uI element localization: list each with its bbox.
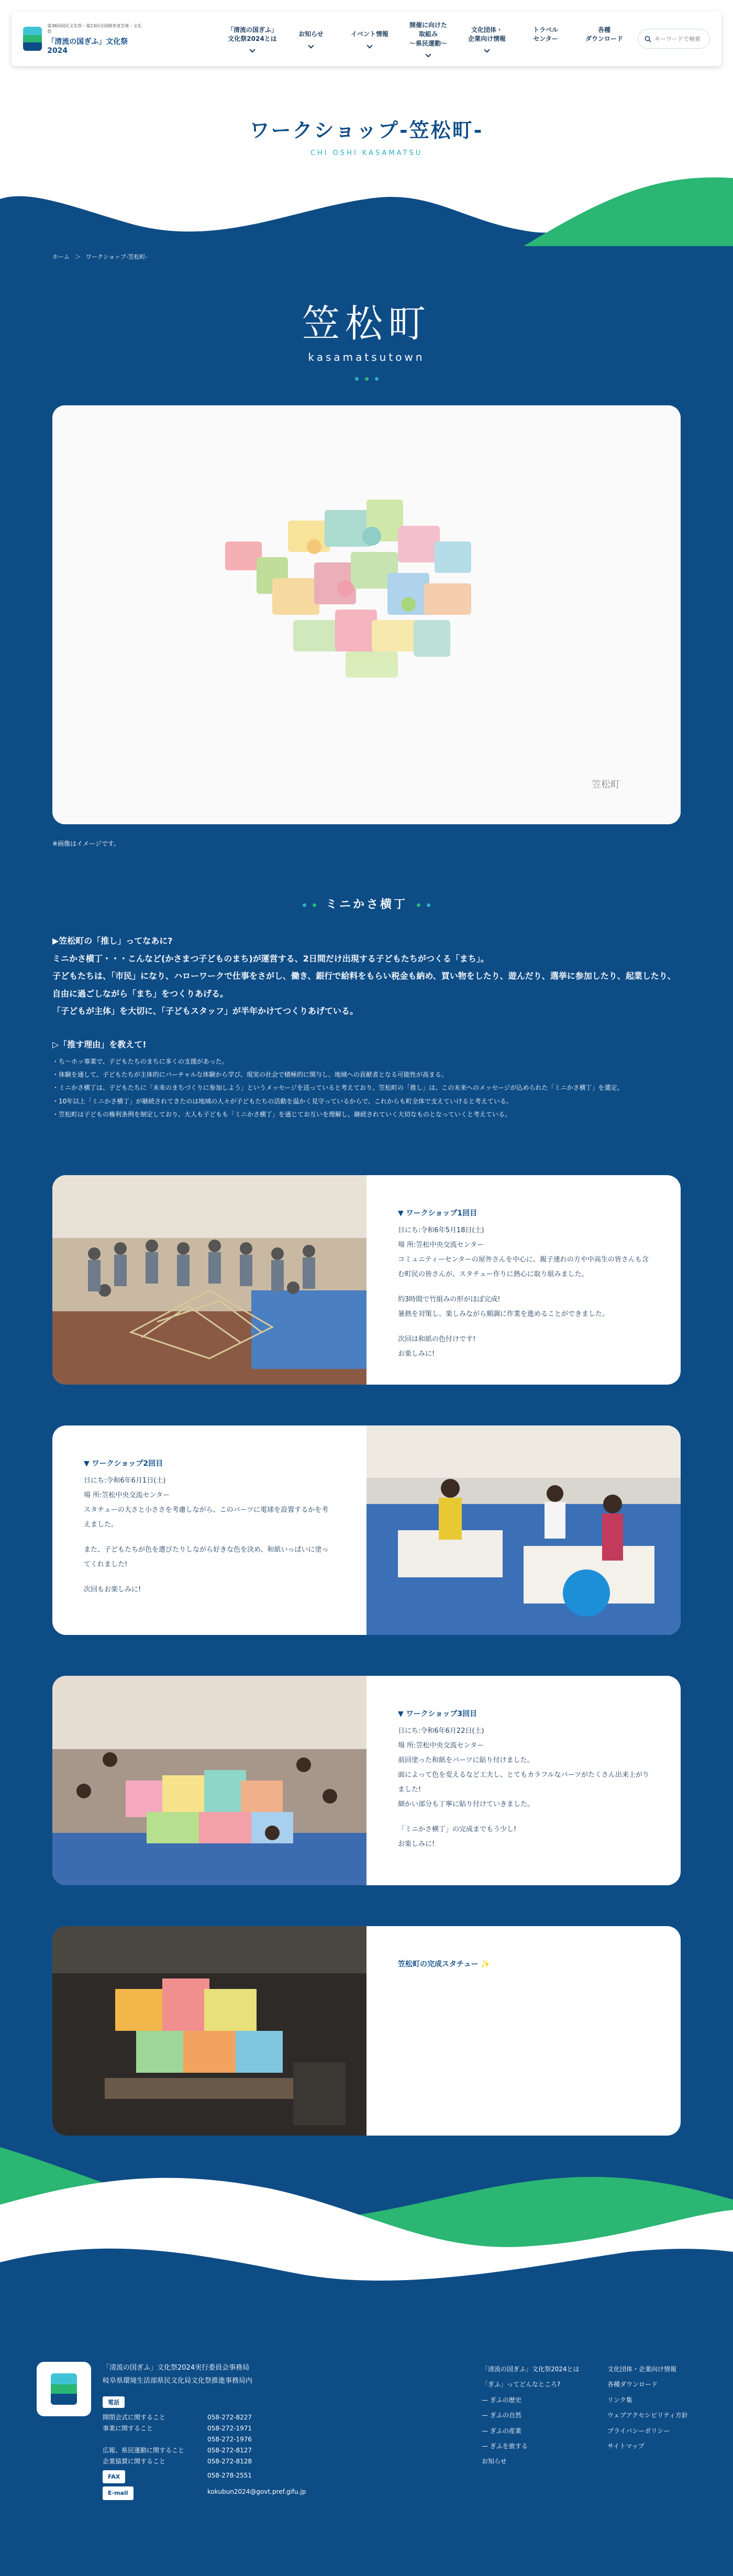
nav-item-4[interactable]: 開催に向けた 取組み 〜県民運動〜: [400, 21, 457, 57]
footer-link[interactable]: サイトマップ: [607, 2442, 645, 2450]
nav-item-2[interactable]: お知らせ: [283, 30, 339, 47]
town-title: 笠松町: [302, 302, 431, 346]
workshop-line: 前回塗った和紙をパーツに貼り付けました。: [398, 1756, 534, 1764]
footer-link[interactable]: — ぎふを旅する: [482, 2439, 580, 2454]
nav-item-6[interactable]: トラベル センター: [532, 26, 558, 42]
contact-label: 事業に関すること: [103, 2425, 153, 2432]
reason-heading: ▷「推す理由」を教えて!: [52, 1039, 147, 1049]
footer-link[interactable]: 「ぎふ」ってどんなところ?: [482, 2381, 561, 2389]
workshop-card-2: [52, 1425, 681, 1635]
contact-row: [103, 2412, 306, 2423]
workshop-2-photo: [366, 1425, 681, 1635]
workshop-title: ▼ ワークショップ2回目: [84, 1460, 163, 1468]
workshop-line: 「ミニかさ横丁」の完成までもう少し!: [398, 1825, 517, 1833]
town-title-en: kasamatsutown: [308, 351, 425, 363]
intro-lead-line: ▶笠松町の「推し」ってなあに?: [52, 936, 173, 946]
section-heading: [0, 895, 733, 912]
workshop-4-text: [366, 1926, 681, 2136]
contact-row: [103, 2445, 306, 2456]
workshop-3-text: [366, 1676, 681, 1885]
footer-logo[interactable]: [37, 2362, 91, 2416]
intro-lead: [52, 932, 681, 1020]
intro-lead-line: ミニかさ横丁・・・こんなど(かさまつ子どものまち)が運営する、2日間だけ出現する子どもたちがつくる「まち」。: [52, 953, 489, 964]
contact-phone[interactable]: 058-272-1976: [207, 2436, 252, 2443]
breadcrumb-home-link[interactable]: ホーム: [52, 253, 70, 260]
breadcrumb-current: ワークショップ-笠松町-: [86, 253, 148, 260]
spacer: [398, 1812, 649, 1822]
breadcrumb: [52, 252, 148, 261]
footer-link[interactable]: お知らせ: [482, 2458, 507, 2466]
footer-link[interactable]: 文化団体・企業向け情報: [607, 2365, 677, 2373]
contact-row: [103, 2456, 306, 2467]
page-title-block: [0, 114, 733, 157]
breadcrumb-separator: ＞: [75, 253, 81, 260]
footer-link[interactable]: ウェブアクセシビリティ方針: [607, 2412, 688, 2419]
decorative-dots: [0, 377, 733, 381]
reason-item: ・笠松町は子どもの権利条例を制定しており、大人も子どもも「ミニかさ横丁」を通じてお互いを理解し、継続されていく大切なものとなっていくと考えている。: [52, 1110, 512, 1118]
workshop-line: 面によって色を変えるなど工夫し、とてもカラフルなパーツがたくさん出来上がりました!: [398, 1771, 649, 1794]
intro-block: [52, 932, 681, 1121]
page-title-en: CHI OSHI KASAMATSU: [310, 149, 423, 157]
workshop-line: 暑熱を対策し、楽しみながら順調に作業を進めることができました。: [398, 1310, 609, 1318]
svg-text:笠松町: 笠松町: [592, 779, 620, 790]
page-title: ワークショップ-笠松町-: [249, 119, 484, 142]
nav-item-7[interactable]: 各種 ダウンロード: [585, 26, 623, 42]
logo-subtitle: 第38回国民文化祭・第23回全国障害者芸術・文化祭: [47, 23, 142, 34]
contact-label: 広報、県民運動に関すること: [103, 2447, 185, 2454]
workshop-title: ▼ ワークショップ3回目: [398, 1710, 477, 1718]
reason-item: ・ミニかさ横丁は、子どもたちに「未来のまちづくりに参加しよう」というメッセージを送っていると考えており、笠松町の「推し」は、この未来へのメッセージが込められた「ミニかさ横丁」を選定。: [52, 1084, 624, 1092]
search-icon: [645, 36, 651, 42]
nav-item-5[interactable]: 文化団体・ 企業向け情報: [459, 26, 515, 52]
workshop-line: 場 所:笠松中央交流センター: [398, 1741, 484, 1750]
workshop-line: 次回は和紙の色付けです!: [398, 1335, 476, 1343]
section-heading-text: ミニかさ横丁: [325, 898, 407, 911]
workshop-line: 約3時間で竹組みの形がほぼ完成!: [398, 1295, 501, 1303]
workshop-2-text: [52, 1425, 366, 1635]
illustration-drawing: [52, 405, 681, 824]
contact-phone[interactable]: 058-272-8127: [207, 2447, 252, 2454]
footer-org-name: 「清流の国ぎふ」文化祭2024実行委員会事務局: [103, 2364, 250, 2372]
reason-item: ・ち〜ホッ事業で、子どもたちのまちに多くの支援があった。: [52, 1057, 228, 1065]
image-note: ※画像はイメージです。: [52, 840, 120, 847]
email-tag: E-mail: [103, 2486, 134, 2500]
footer-links-col1: [482, 2362, 580, 2470]
footer-link[interactable]: リンク集: [607, 2396, 632, 2404]
workshop-line: 場 所:笠松中央交流センター: [84, 1491, 170, 1499]
site-header: [12, 12, 721, 66]
footer-links-col2: [607, 2362, 688, 2454]
workshop-1-text: [366, 1175, 681, 1385]
spacer: [398, 1322, 649, 1332]
footer-link[interactable]: — ぎふの歴史: [482, 2393, 580, 2408]
contact-label: 開閉会式に関すること: [103, 2414, 166, 2421]
workshop-card-1: [52, 1175, 681, 1385]
spacer: [84, 1532, 335, 1543]
footer-link[interactable]: 「清流の国ぎふ」文化祭2024とは: [482, 2365, 580, 2373]
site-footer: [0, 2294, 733, 2576]
search-box: [638, 29, 710, 49]
workshop-1-photo: [52, 1175, 366, 1385]
workshop-card-3: [52, 1676, 681, 1885]
workshop-line: 日にち:令和6年6月1日(土): [84, 1477, 166, 1485]
workshop-title: ▼ ワークショップ1回目: [398, 1209, 477, 1218]
intro-lead-line: 子どもたちは、「市民」になり、ハローワークで仕事をさがし、働き、銀行で給料をもらい税金も納め、買い物をしたり、遊んだり、選挙に参加したり、起業したり、自由に過ごしながら「まち」をつくりあげる。: [52, 971, 676, 999]
reason-item: ・10年以上「ミニかさ横丁」が継続されてきたのは地域の人々が子どもたちの活動を温かく見守っているからで、これからも町全体で支えていけると考えている。: [52, 1097, 513, 1105]
search-input[interactable]: [654, 36, 707, 42]
footer-link[interactable]: 各種ダウンロード: [607, 2381, 658, 2389]
contact-phone[interactable]: 058-272-1971: [207, 2425, 252, 2432]
footer-org-dept: 岐阜県環境生活部県民文化局文化祭推進事務局内: [103, 2376, 253, 2385]
nav-item-1[interactable]: 「清流の国ぎふ」 文化祭2024とは: [224, 26, 281, 52]
contact-row: [103, 2423, 306, 2434]
footer-contact: [103, 2396, 306, 2500]
workshop-title: 笠松町の完成スタチュー ✨: [398, 1960, 490, 1969]
reason-item: ・体験を通して、子どもたちが主体的にバーチャルな体験から学び、現実の社会で積極的に関与し、地域への貢献者となる可能性が高まる。: [52, 1071, 448, 1079]
contact-label: 企業協賛に関すること: [103, 2458, 166, 2465]
workshop-3-photo: [52, 1676, 366, 1885]
phone-tag: 電話: [103, 2396, 125, 2408]
workshop-line: 日にち:令和6年6月22日(土): [398, 1727, 484, 1735]
footer-link[interactable]: — ぎふの自然: [482, 2408, 580, 2423]
workshop-line: コミュニティーセンターの屋外さんを中心に、親子連れの方や中高生の皆さんも含む町民の皆さんが、スタチュー作りに熱心に取り組みました。: [398, 1255, 649, 1278]
contact-label: [103, 2434, 207, 2445]
workshop-line: お楽しみに!: [398, 1350, 435, 1358]
workshop-line: 場 所:笠松中央交流センター: [398, 1241, 484, 1249]
spacer: [398, 1282, 649, 1292]
contact-row: [103, 2434, 306, 2445]
footer-wave-background: [0, 2147, 733, 2304]
global-nav: [143, 21, 632, 57]
nav-item-3[interactable]: イベント情報: [341, 30, 398, 47]
workshop-card-4: [52, 1926, 681, 2136]
workshop-line: スタチューの大さと小ささを考慮しながら、このパーツに電球を設置するかを考えました。: [84, 1506, 329, 1529]
site-logo[interactable]: [23, 23, 143, 55]
workshop-line: お楽しみに!: [398, 1840, 435, 1848]
spacer: [84, 1572, 335, 1583]
logo-mark-icon: [23, 27, 42, 51]
copyright: Copyright © Gifu Prefecture. All Rights Reserved.: [302, 2563, 431, 2569]
contact-phone[interactable]: 058-272-8227: [207, 2414, 252, 2421]
footer-org: [103, 2362, 252, 2387]
footer-logo-mark-icon: [51, 2373, 77, 2405]
footer-link[interactable]: プライバシーポリシー: [607, 2427, 670, 2435]
workshop-line: 細かい部分も丁寧に貼り付けていきました。: [398, 1800, 535, 1808]
contact-phone[interactable]: 058-272-8128: [207, 2458, 252, 2465]
logo-title: 「清流の国ぎふ」文化祭2024: [47, 37, 128, 55]
fax-number: 058-278-2551: [207, 2472, 252, 2479]
email-link[interactable]: kokubun2024@govt.pref.gifu.jp: [207, 2488, 306, 2496]
footer-link[interactable]: — ぎふの産業: [482, 2424, 580, 2439]
intro-lead-line: 「子どもが主体」を大切に、「子どもスタッフ」が半年かけてつくりあげている。: [52, 1006, 359, 1016]
main-illustration: [52, 405, 681, 824]
workshop-line: 次回もお楽しみに!: [84, 1585, 141, 1594]
reason-list: [52, 1055, 681, 1121]
workshop-line: 日にち:令和6年5月18日(土): [398, 1226, 484, 1234]
workshop-line: また、子どもたちが色を選びたりしながら好きな色を決め、和紙いっぱいに塗ってくれました!: [84, 1545, 329, 1568]
workshop-4-photo: [52, 1926, 366, 2136]
fax-tag: FAX: [103, 2470, 125, 2483]
town-title-block: [0, 293, 733, 381]
